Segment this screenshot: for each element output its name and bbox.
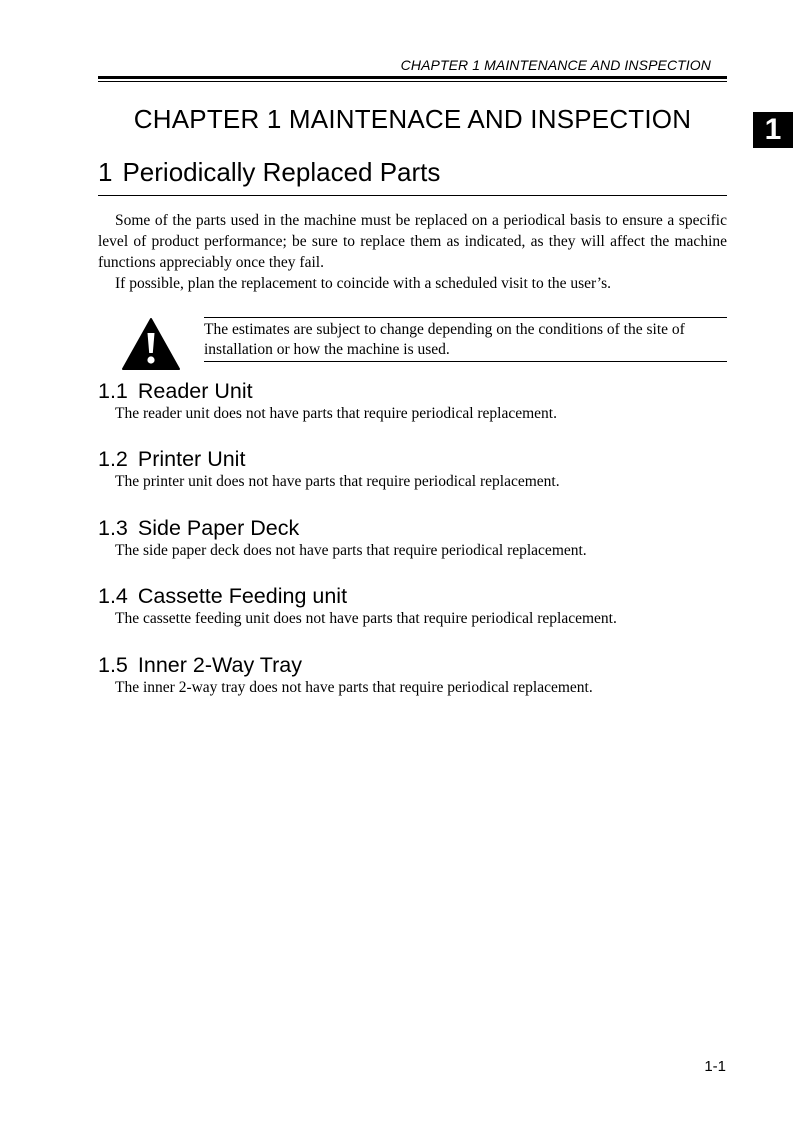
subsection-number: 1.2 [98,447,128,471]
subsection-body: The cassette feeding unit does not have parts that require periodical replacement. [115,610,617,627]
subsection-title: Side Paper Deck [137,516,300,540]
subsection-heading [98,515,727,541]
subsection-number: 1.5 [98,653,128,677]
section-title [98,157,440,188]
subsection-title: Printer Unit [137,447,246,471]
running-header: CHAPTER 1 MAINTENANCE AND INSPECTION [400,57,711,73]
intro-paragraph-1: Some of the parts used in the machine must be replaced on a periodical basis to ensure a specific level of product performance; be sure to replace them as indicated, as they will affect the machine functions appreciably once they fail. [98,212,727,271]
subsection-number: 1.1 [98,379,128,403]
subsection-heading [98,446,727,472]
subsection-1-4 [98,583,727,629]
header-rule [98,76,727,79]
section-title-text: Periodically Replaced Parts [122,157,441,187]
subsection-title: Reader Unit [137,379,253,403]
subsection-title: Cassette Feeding unit [137,584,348,608]
warning-triangle-icon [121,317,181,371]
page-number: 1-1 [704,1058,726,1075]
chapter-tab: 1 [753,112,793,148]
caution-note: The estimates are subject to change depending on the conditions of the site of installation or how the machine is used. [204,317,727,362]
subsection-1-3 [98,515,727,561]
intro-text [98,210,727,294]
subsection-1-5 [98,652,727,698]
section-rule [98,195,727,196]
section-number: 1 [98,157,113,187]
chapter-title: CHAPTER 1 MAINTENACE AND INSPECTION [133,104,692,134]
subsection-number: 1.3 [98,516,128,540]
subsection-body: The side paper deck does not have parts that require periodical replacement. [115,542,587,559]
subsection-body: The reader unit does not have parts that require periodical replacement. [115,405,557,422]
subsection-body: The printer unit does not have parts that require periodical replacement. [115,473,560,490]
subsection-heading [98,378,727,404]
subsection-1-1 [98,378,727,424]
subsection-title: Inner 2-Way Tray [137,653,302,677]
intro-paragraph-2: If possible, plan the replacement to coincide with a scheduled visit to the user’s. [115,275,612,292]
header-rule-thin [98,81,727,82]
subsection-1-2 [98,446,727,492]
subsection-heading [98,583,727,609]
subsection-heading [98,652,727,678]
subsection-body: The inner 2-way tray does not have parts that require periodical replacement. [115,679,593,696]
subsection-number: 1.4 [98,584,128,608]
